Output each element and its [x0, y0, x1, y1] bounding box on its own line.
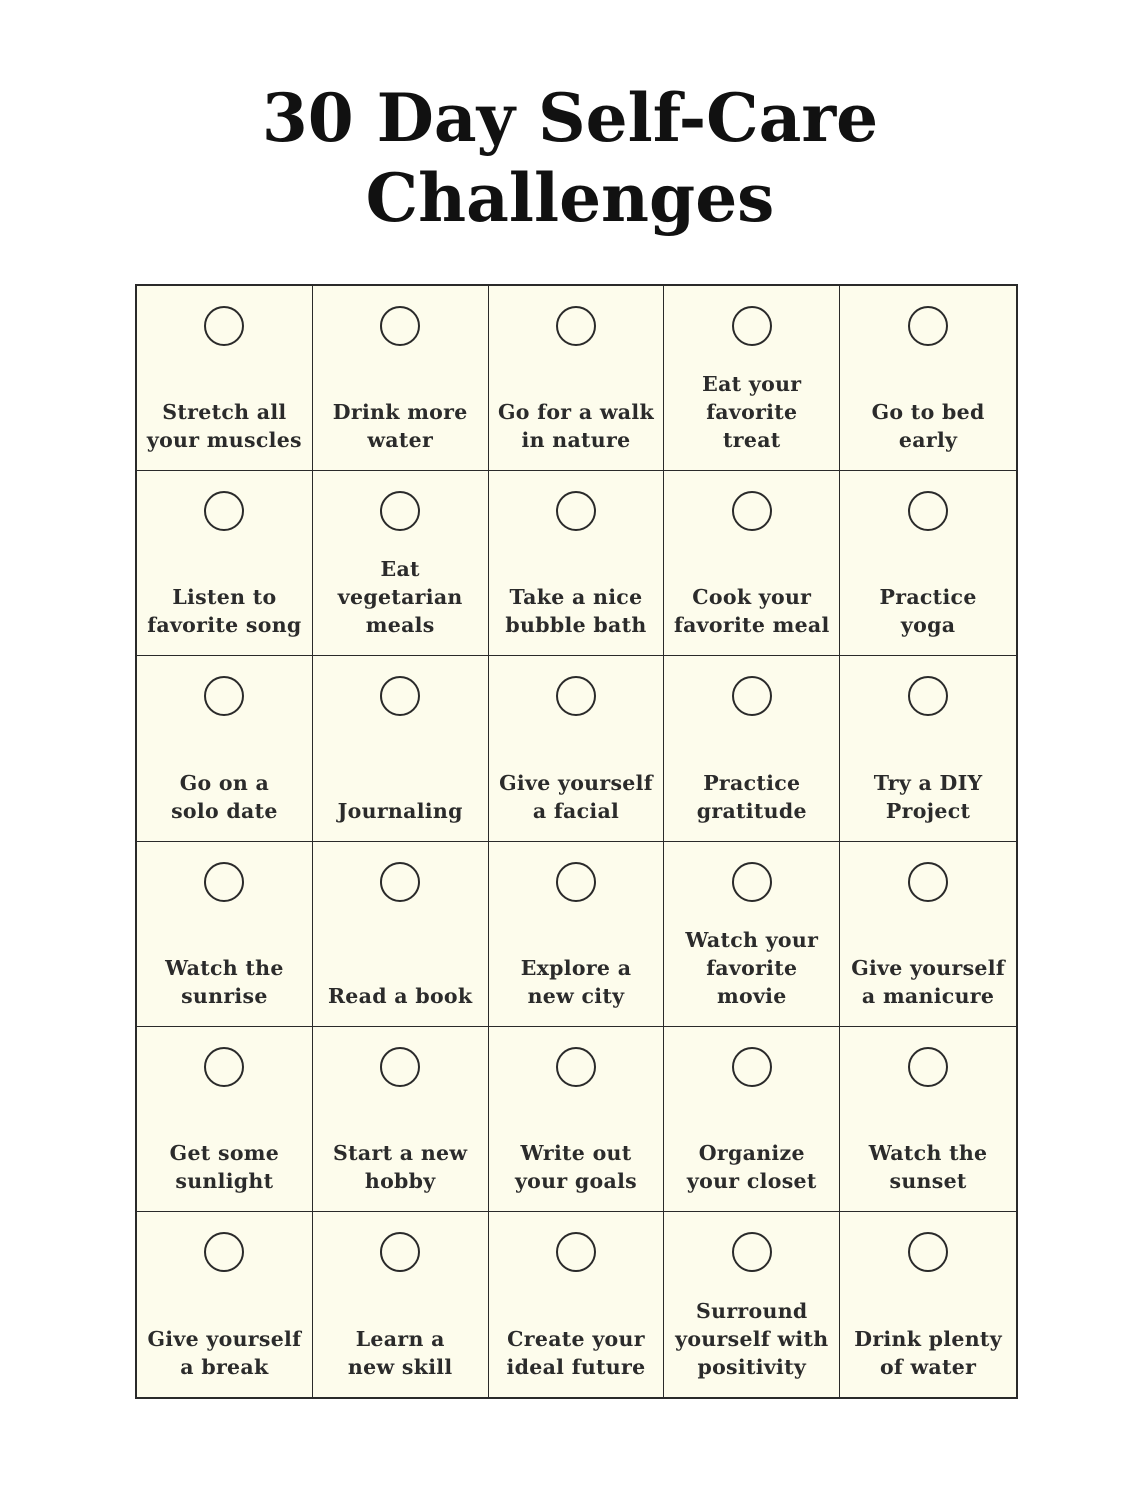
checkbox-circle[interactable] [556, 491, 596, 531]
challenge-cell[interactable] [137, 286, 313, 471]
challenge-label: Go for a walk in nature [497, 400, 654, 453]
challenge-label: Give yourself a break [147, 1327, 302, 1379]
challenge-label: Read a book [327, 983, 473, 1008]
checkbox-circle[interactable] [908, 862, 948, 902]
checkbox-circle[interactable] [380, 1232, 420, 1272]
challenge-cell[interactable] [313, 1027, 489, 1212]
challenge-cell[interactable] [840, 1027, 1016, 1212]
challenge-cell[interactable] [840, 656, 1016, 841]
checkbox-circle[interactable] [556, 1232, 596, 1272]
challenge-cell[interactable] [489, 1212, 665, 1397]
challenge-cell[interactable] [840, 286, 1016, 471]
title-line-1: 30 Day Self-Care [261, 79, 879, 157]
checkbox-circle[interactable] [732, 676, 772, 716]
checkbox-circle[interactable] [380, 862, 420, 902]
title-line-2: Challenges [365, 159, 775, 237]
checkbox-circle[interactable] [732, 862, 772, 902]
challenge-cell[interactable] [137, 471, 313, 656]
challenge-label: Listen to favorite song [147, 585, 302, 638]
checkbox-circle[interactable] [732, 1232, 772, 1272]
checkbox-circle[interactable] [380, 1047, 420, 1087]
challenge-label: Give yourself a manicure [851, 955, 1005, 1008]
checkbox-circle[interactable] [204, 1047, 244, 1087]
challenge-label: Explore a new city [520, 955, 632, 1008]
challenge-cell[interactable] [664, 842, 840, 1027]
challenge-label: Get some sunlight [169, 1140, 280, 1193]
checkbox-circle[interactable] [380, 676, 420, 716]
challenge-label: Eat vegetarian meals [337, 557, 463, 638]
challenge-label: Try a DIY Project [873, 770, 983, 823]
checkbox-circle[interactable] [908, 1047, 948, 1087]
challenge-label: Cook your favorite meal [673, 585, 830, 638]
challenge-cell[interactable] [313, 842, 489, 1027]
challenge-cell[interactable] [489, 1027, 665, 1212]
checkbox-circle[interactable] [556, 306, 596, 346]
challenge-label: Journaling [337, 798, 463, 823]
challenge-cell[interactable] [664, 286, 840, 471]
checkbox-circle[interactable] [204, 306, 244, 346]
challenge-cell[interactable] [313, 471, 489, 656]
challenge-cell[interactable] [664, 656, 840, 841]
challenge-cell[interactable] [137, 1212, 313, 1397]
challenge-label: Drink plenty of water [854, 1327, 1002, 1379]
challenge-label: Eat your favorite treat [702, 372, 802, 453]
challenge-cell[interactable] [137, 656, 313, 841]
challenge-label: Watch the sunrise [165, 955, 284, 1008]
challenge-label: Drink more water [332, 400, 468, 453]
checkbox-circle[interactable] [732, 491, 772, 531]
challenge-cell[interactable] [664, 1027, 840, 1212]
challenge-label: Start a new hobby [333, 1140, 468, 1193]
challenge-label: Write out your goals [514, 1140, 638, 1193]
challenge-label: Take a nice bubble bath [505, 585, 647, 638]
challenge-label: Watch your favorite movie [685, 927, 819, 1008]
checkbox-circle[interactable] [908, 306, 948, 346]
challenge-label: Stretch all your muscles [146, 400, 302, 453]
challenge-cell[interactable] [664, 471, 840, 656]
challenge-label: Go to bed early [871, 400, 985, 453]
checkbox-circle[interactable] [732, 306, 772, 346]
checkbox-circle[interactable] [908, 1232, 948, 1272]
challenge-cell[interactable] [313, 286, 489, 471]
challenge-cell[interactable] [313, 1212, 489, 1397]
challenge-cell[interactable] [489, 656, 665, 841]
challenge-cell[interactable] [840, 1212, 1016, 1397]
challenge-label: Give yourself a facial [499, 770, 653, 823]
checkbox-circle[interactable] [204, 1232, 244, 1272]
challenge-label: Watch the sunset [868, 1140, 988, 1193]
challenge-cell[interactable] [137, 1027, 313, 1212]
checkbox-circle[interactable] [556, 862, 596, 902]
challenge-cell[interactable] [840, 471, 1016, 656]
challenge-label: Practice yoga [879, 585, 977, 638]
checkbox-circle[interactable] [204, 862, 244, 902]
challenge-cell[interactable] [489, 286, 665, 471]
checkbox-circle[interactable] [380, 491, 420, 531]
challenge-cell[interactable] [840, 842, 1016, 1027]
checkbox-circle[interactable] [380, 306, 420, 346]
challenge-label: Go on a solo date [171, 770, 278, 823]
challenge-label: Surround yourself with positivity [675, 1299, 829, 1379]
challenge-label: Practice gratitude [696, 770, 807, 823]
challenge-cell[interactable] [137, 842, 313, 1027]
checkbox-circle[interactable] [908, 491, 948, 531]
checkbox-circle[interactable] [204, 676, 244, 716]
challenge-cell[interactable] [489, 842, 665, 1027]
checkbox-circle[interactable] [732, 1047, 772, 1087]
challenge-label: Learn a new skill [347, 1327, 453, 1379]
challenge-cell[interactable] [313, 656, 489, 841]
checkbox-circle[interactable] [556, 676, 596, 716]
challenge-grid [135, 284, 1018, 1399]
challenge-label: Create your ideal future [506, 1327, 646, 1379]
page-title [0, 78, 1140, 238]
checkbox-circle[interactable] [556, 1047, 596, 1087]
checkbox-circle[interactable] [908, 676, 948, 716]
challenge-cell[interactable] [664, 1212, 840, 1397]
challenge-cell[interactable] [489, 471, 665, 656]
challenge-label: Organize your closet [686, 1140, 817, 1193]
checkbox-circle[interactable] [204, 491, 244, 531]
